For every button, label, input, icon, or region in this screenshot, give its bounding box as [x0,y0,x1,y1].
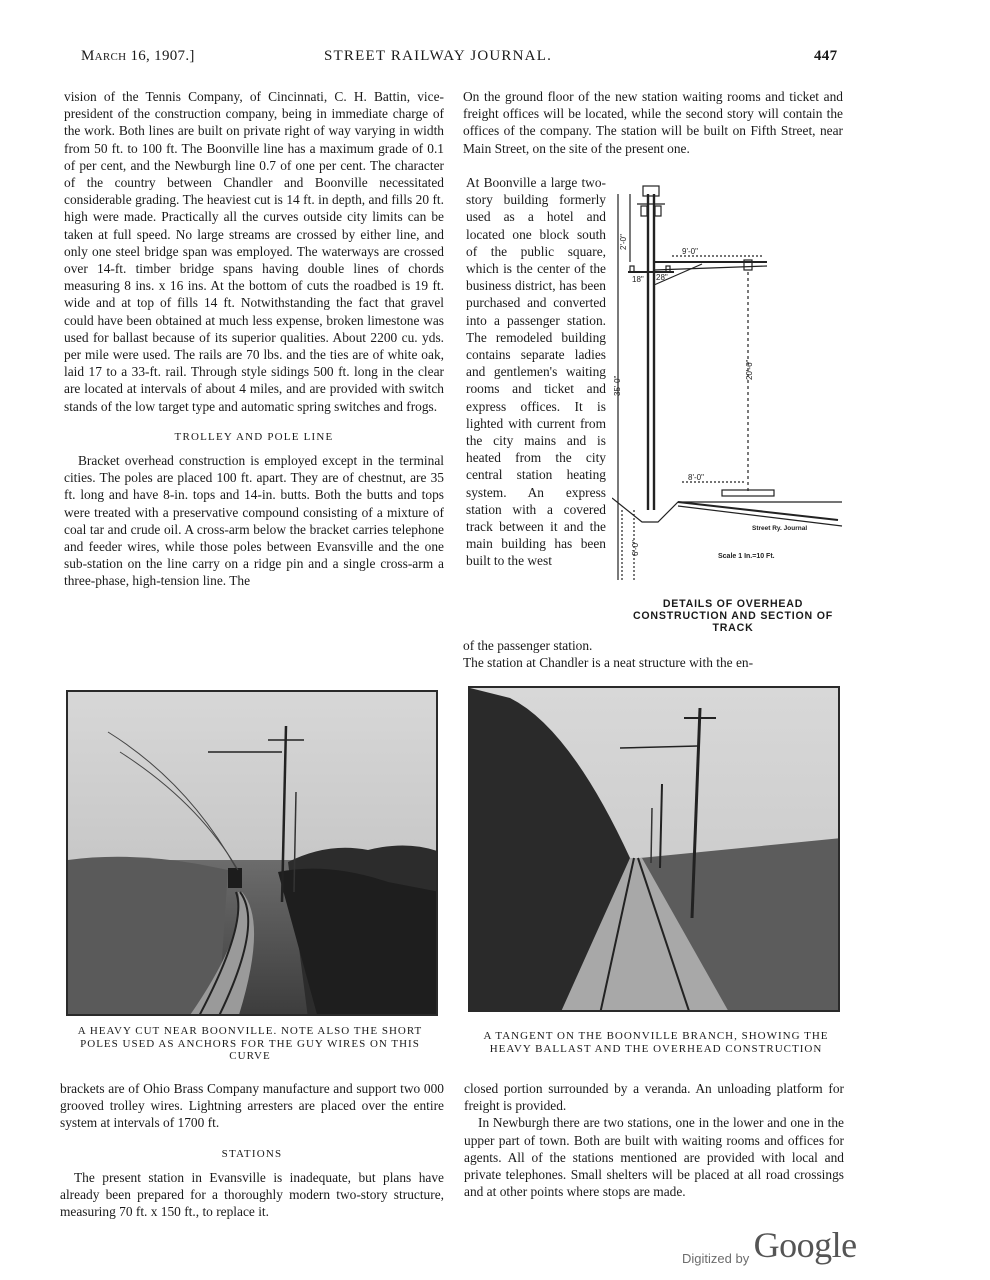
digitized-by-watermark [682,1224,857,1266]
overhead-construction-diagram [612,180,848,590]
paragraph: of the passenger station. [463,638,593,653]
photo-heavy-cut-image [68,692,438,1016]
dim-label-track: 8'-0" [688,473,704,482]
photo-tangent [468,686,840,1012]
column-left-bottom [60,1080,444,1220]
dim-label-arm: 28" [656,273,668,282]
column-right-top [463,88,843,157]
google-logo: Google [753,1225,857,1265]
diagram-scale: Scale 1 In.=10 Ft. [718,553,775,560]
page-number: 447 [814,48,838,64]
dim-label-bracket: 9'-0" [682,247,698,256]
paragraph: Bracket overhead construction is employed except in the terminal cities. The poles are placed 100 ft. apart. They are of chestnut, are 35 ft. long and have 8-in. tops and 14-in. butts. Both the butts and tops were treated with a preservative compound consisting of a mixture of coal tar and crude oil. A cross-arm below the bracket carries telephone and feeder wires, while those poles between Evansville and the one sub-station on the line carry on a ridge pin and a single cross-arm a three-phase, high-tension line. The [64,453,444,589]
section-heading-trolley: TROLLEY AND POLE LINE [174,430,334,443]
running-header-journal: STREET RAILWAY JOURNAL. [324,48,553,64]
paragraph: On the ground floor of the new station waiting rooms and ticket and freight offices will be located, while the second story will contain the offices of the company. The station will be built on Fifth Street, near Main Street, on the site of the present one. [463,89,843,156]
paragraph: closed portion surrounded by a veranda. An unloading platform for freight is provided. [464,1081,844,1114]
digitized-by-text: Digitized by [682,1251,750,1266]
paragraph: brackets are of Ohio Brass Company manufacture and support two 000 grooved trolley wires. Lightning arresters are placed over the entire system at intervals of 1700 ft. [60,1081,444,1131]
paragraph: At Boonville a large two-story building formerly used as a hotel and located one block south of the public square, which is the center of the business district, has been purchased and converted into a passenger station. The remodeled building contains separate ladies and gentlemen's waiting rooms and ticket and express offices. It is lighted with current from the city mains and is heated from the city central station heating system. An express station with a covered track between it and the main building has been built to the west [466,175,606,569]
paragraph: In Newburgh there are two stations, one in the lower and one in the upper part of town. Both are built with waiting rooms and offices for agents. All of the stations mentioned are provided with local and private telephones. Small shelters will be placed at all road crossings and at other points where stops are made. [464,1115,844,1200]
paragraph-wrapped-beside-diagram [466,174,606,570]
paragraph: vision of the Tennis Company, of Cincinnati, C. H. Battin, vice-president of the construction company, being in immediate charge of the work. Both lines are built on private right of way varying in width from 50 ft. to 100 ft. The Boonville line has a maximum grade of 0.1 of per cent, and the Newburgh line 0.7 of one per cent. The character of the country between Chandler and Boonville necessitated considerable grading. The heaviest cut is 14 ft. in depth, and fills 20 ft. high were made. Practically all the curves outside city limits can be taken at full speed. No large streams are crossed by either line, and only one steel bridge span was employed. The waterways are crossed over 14-ft. timber bridge spans having double lines of chords measuring 8 ins. x 16 ins. At the bottom of cuts the roadbed is 19 ft. wide and at top of fills 14 ft. Notwithstanding the fact that gravel could have been obtained at much less expense, broken limestone was used for ballast because of its superior qualities. About 2200 cu. yds. per mile were used. The rails are 70 lbs. and the ties are of white oak, laid 17 to a 33-ft. rail. Through style sidings 500 ft. long in the clear are located at intervals of about 4 miles, and are provided with switch stands of the low target type and automatic spring switches and frogs. [64,89,444,414]
photo-heavy-cut [66,690,438,1016]
dim-label-pole: 35'-0" [613,375,622,396]
column-left-top [64,88,444,590]
photo-caption-left: A HEAVY CUT NEAR BOONVILLE. NOTE ALSO THE SHORT POLES USED AS ANCHORS FOR THE GUY WIRES ON THIS CURVE [77,1025,423,1062]
diagram-credit: Street Ry. Journal [752,525,808,532]
diagram-caption: DETAILS OF OVERHEAD CONSTRUCTION AND SECTION OF TRACK [632,598,834,634]
column-right-bottom [464,1080,844,1200]
photo-caption-right: A TANGENT ON THE BOONVILLE BRANCH, SHOWING THE HEAVY BALLAST AND THE OVERHEAD CONSTRUCTION [483,1030,829,1055]
dim-label-wire: 20'-6" [745,359,754,380]
section-heading-stations: STATIONS [221,1147,283,1160]
paragraph-after-diagram [463,637,843,671]
dim-label-embed: 6'-0" [631,540,640,556]
running-header-date: March 16, 1907.] [81,48,195,64]
paragraph: The station at Chandler is a neat structure with the en- [463,655,754,671]
dim-label-top: 2'-0" [619,234,628,250]
dim-label-small: 18" [632,275,644,284]
photo-tangent-image [470,688,840,1012]
paragraph: The present station in Evansville is inadequate, but plans have already been prepared for a thoroughly modern two-story structure, measuring 70 ft. x 150 ft., to replace it. [60,1169,444,1220]
